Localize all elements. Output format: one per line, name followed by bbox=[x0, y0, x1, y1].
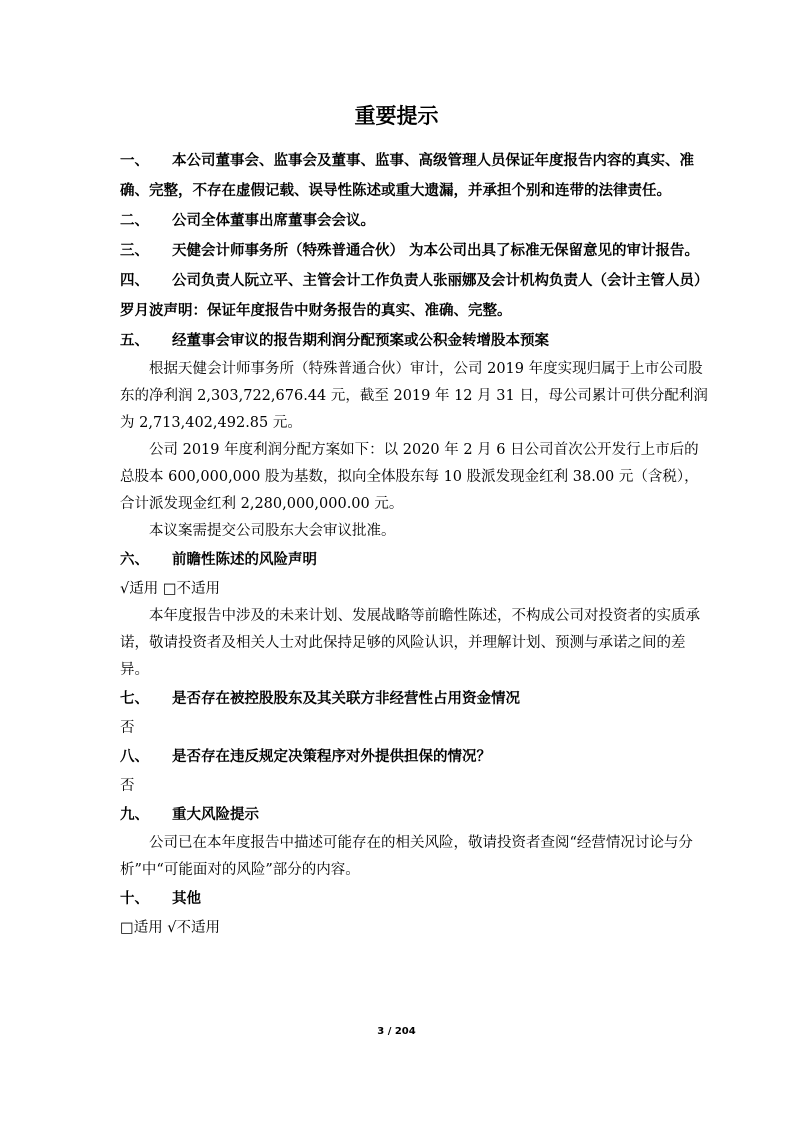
section-number: 三、 bbox=[120, 243, 149, 259]
page-title: 重要提示 bbox=[354, 104, 439, 128]
section-1 bbox=[120, 146, 710, 206]
section-10 bbox=[120, 884, 710, 914]
section-number: 二、 bbox=[120, 213, 149, 229]
section-4 bbox=[120, 266, 710, 326]
section-2 bbox=[120, 206, 710, 236]
section-text: 前瞻性陈述的风险声明 bbox=[172, 552, 317, 568]
section-text: 公司负责人阮立平、主管会计工作负责人张丽娜及会计机构负责人（会计主管人员）罗月波声明：保证年度报告中财务报告的真实、准确、完整。 bbox=[120, 273, 709, 319]
section-text: 经董事会审议的报告期利润分配预案或公积金转增股本预案 bbox=[172, 333, 549, 349]
section-7 bbox=[120, 684, 710, 714]
page-number: 3 / 204 bbox=[377, 1026, 416, 1037]
answer: 否 bbox=[120, 778, 135, 794]
section-number: 九、 bbox=[120, 807, 149, 823]
applicability-option: □适用 √不适用 bbox=[120, 920, 221, 936]
section-number: 五、 bbox=[120, 333, 149, 349]
section-text: 公司全体董事出席董事会会议。 bbox=[172, 213, 375, 229]
section-3 bbox=[120, 236, 710, 266]
section-text: 本公司董事会、监事会及董事、监事、高级管理人员保证年度报告内容的真实、准确、完整，不存在虚假记载、误导性陈述或重大遗漏，并承担个别和连带的法律责任。 bbox=[120, 153, 694, 199]
section-text: 是否存在被控股股东及其关联方非经营性占用资金情况 bbox=[172, 691, 520, 707]
section-6 bbox=[120, 545, 710, 575]
section-text: 是否存在违反规定决策程序对外提供担保的情况？ bbox=[172, 749, 491, 765]
applicability-option: √适用 □不适用 bbox=[120, 581, 221, 597]
paragraph: 本议案需提交公司股东大会审议批准。 bbox=[149, 523, 396, 539]
paragraph: 公司 2019 年度利润分配方案如下：以 2020 年 2 月 6 日公司首次公开发行上市后的总股本 600,000,000 股为基数，拟向全体股东每 10 股派发现金红利 38.00 元（含税），合计派发现金红利 2,280,000,000.00 元。 bbox=[120, 442, 699, 512]
section-text: 重大风险提示 bbox=[172, 807, 259, 823]
section-5 bbox=[120, 326, 710, 356]
document-body bbox=[120, 146, 710, 942]
section-number: 一、 bbox=[120, 153, 149, 169]
section-9 bbox=[120, 800, 710, 830]
section-number: 六、 bbox=[120, 552, 149, 568]
section-text: 其他 bbox=[172, 891, 201, 907]
section-number: 四、 bbox=[120, 273, 149, 289]
answer: 否 bbox=[120, 720, 135, 736]
paragraph: 本年度报告中涉及的未来计划、发展战略等前瞻性陈述，不构成公司对投资者的实质承诺，敬请投资者及相关人士对此保持足够的风险认识，并理解计划、预测与承诺之间的差异。 bbox=[120, 608, 700, 678]
section-number: 八、 bbox=[120, 749, 149, 765]
paragraph: 公司已在本年度报告中描述可能存在的相关风险，敬请投资者查阅“经营情况讨论与分析”中“可能面对的风险”部分的内容。 bbox=[120, 835, 693, 878]
paragraph: 根据天健会计师事务所（特殊普通合伙）审计，公司 2019 年度实现归属于上市公司股东的净利润 2,303,722,676.44 元，截至 2019 年 12 月 31 日，母公司累计可供分配利润为 2,713,402,492.85 元。 bbox=[120, 361, 708, 431]
section-number: 七、 bbox=[120, 691, 149, 707]
section-8 bbox=[120, 742, 710, 772]
section-number: 十、 bbox=[120, 891, 149, 907]
section-text: 天健会计师事务所（特殊普通合伙） 为本公司出具了标准无保留意见的审计报告。 bbox=[172, 243, 700, 259]
